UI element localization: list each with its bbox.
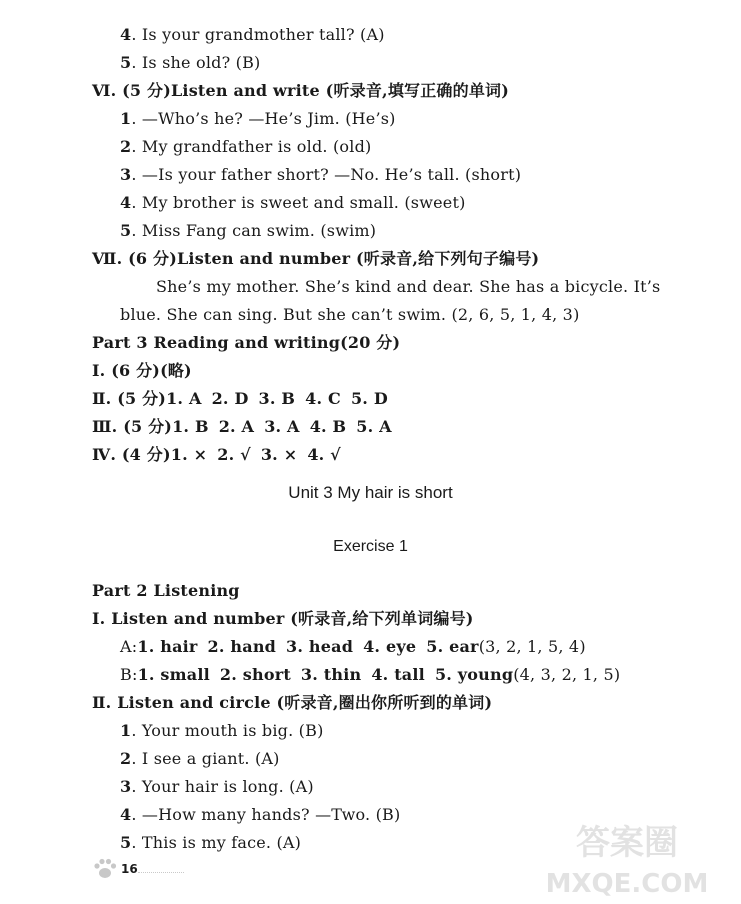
- watermark-top: 答案圈: [576, 823, 678, 863]
- section-heading: Ⅱ. Listen and circle (听录音,圈出你所听到的单词): [92, 693, 493, 712]
- paragraph-line: She’s my mother. She’s kind and dear. She has a bicycle. It’s: [156, 277, 661, 296]
- answer-line: 4. Is your grandmother tall? (A): [120, 25, 385, 44]
- answer-line: 2. My grandfather is old. (old): [120, 137, 372, 156]
- watermark-logo: [537, 814, 717, 900]
- answer-line: 1. —Who’s he? —He’s Jim. (He’s): [120, 109, 396, 128]
- section-heading: Ⅶ. (6 分)Listen and number (听录音,给下列句子编号): [92, 249, 540, 268]
- answer-line: 5. This is my face. (A): [120, 833, 302, 852]
- section-heading: Ⅰ. Listen and number (听录音,给下列单词编号): [92, 609, 474, 628]
- word-row: A:1. hair 2. hand 3. head 4. eye 5. ear(3, 2, 1, 5, 4): [120, 637, 586, 656]
- answer-line: 1. Your mouth is big. (B): [120, 721, 324, 740]
- answer-line: 2. I see a giant. (A): [120, 749, 280, 768]
- footer-divider: [138, 872, 184, 873]
- answer-line: 4. —How many hands? —Two. (B): [120, 805, 401, 824]
- answer-line: 3. Your hair is long. (A): [120, 777, 314, 796]
- exercise-title: Exercise 1: [333, 538, 408, 555]
- paragraph-line: blue. She can sing. But she can’t swim. (2, 6, 5, 1, 4, 3): [120, 305, 580, 324]
- answer-row: Ⅲ. (5 分)1. B 2. A 3. A 4. B 5. A: [92, 417, 392, 436]
- part-heading: Part 3 Reading and writing(20 分): [92, 333, 401, 352]
- unit-title: Unit 3 My hair is short: [288, 483, 453, 502]
- answer-line: 3. —Is your father short? —No. He’s tall. (short): [120, 165, 522, 184]
- answer-line: 5. Is she old? (B): [120, 53, 261, 72]
- answer-row: Ⅱ. (5 分)1. A 2. D 3. B 4. C 5. D: [92, 389, 388, 408]
- answer-line: Ⅰ. (6 分)(略): [92, 361, 192, 380]
- section-heading: Ⅵ. (5 分)Listen and write (听录音,填写正确的单词): [92, 81, 509, 100]
- part-heading: Part 2 Listening: [92, 581, 240, 600]
- answer-row: Ⅳ. (4 分)1. × 2. √ 3. × 4. √: [92, 445, 341, 464]
- paw-print-icon: [92, 857, 118, 881]
- page-number: 16: [121, 862, 138, 876]
- answer-line: 4. My brother is sweet and small. (sweet): [120, 193, 466, 212]
- answer-line: 5. Miss Fang can swim. (swim): [120, 221, 377, 240]
- word-row: B:1. small 2. short 3. thin 4. tall 5. young(4, 3, 2, 1, 5): [120, 665, 621, 684]
- watermark-bottom: MXQE.COM: [545, 869, 709, 899]
